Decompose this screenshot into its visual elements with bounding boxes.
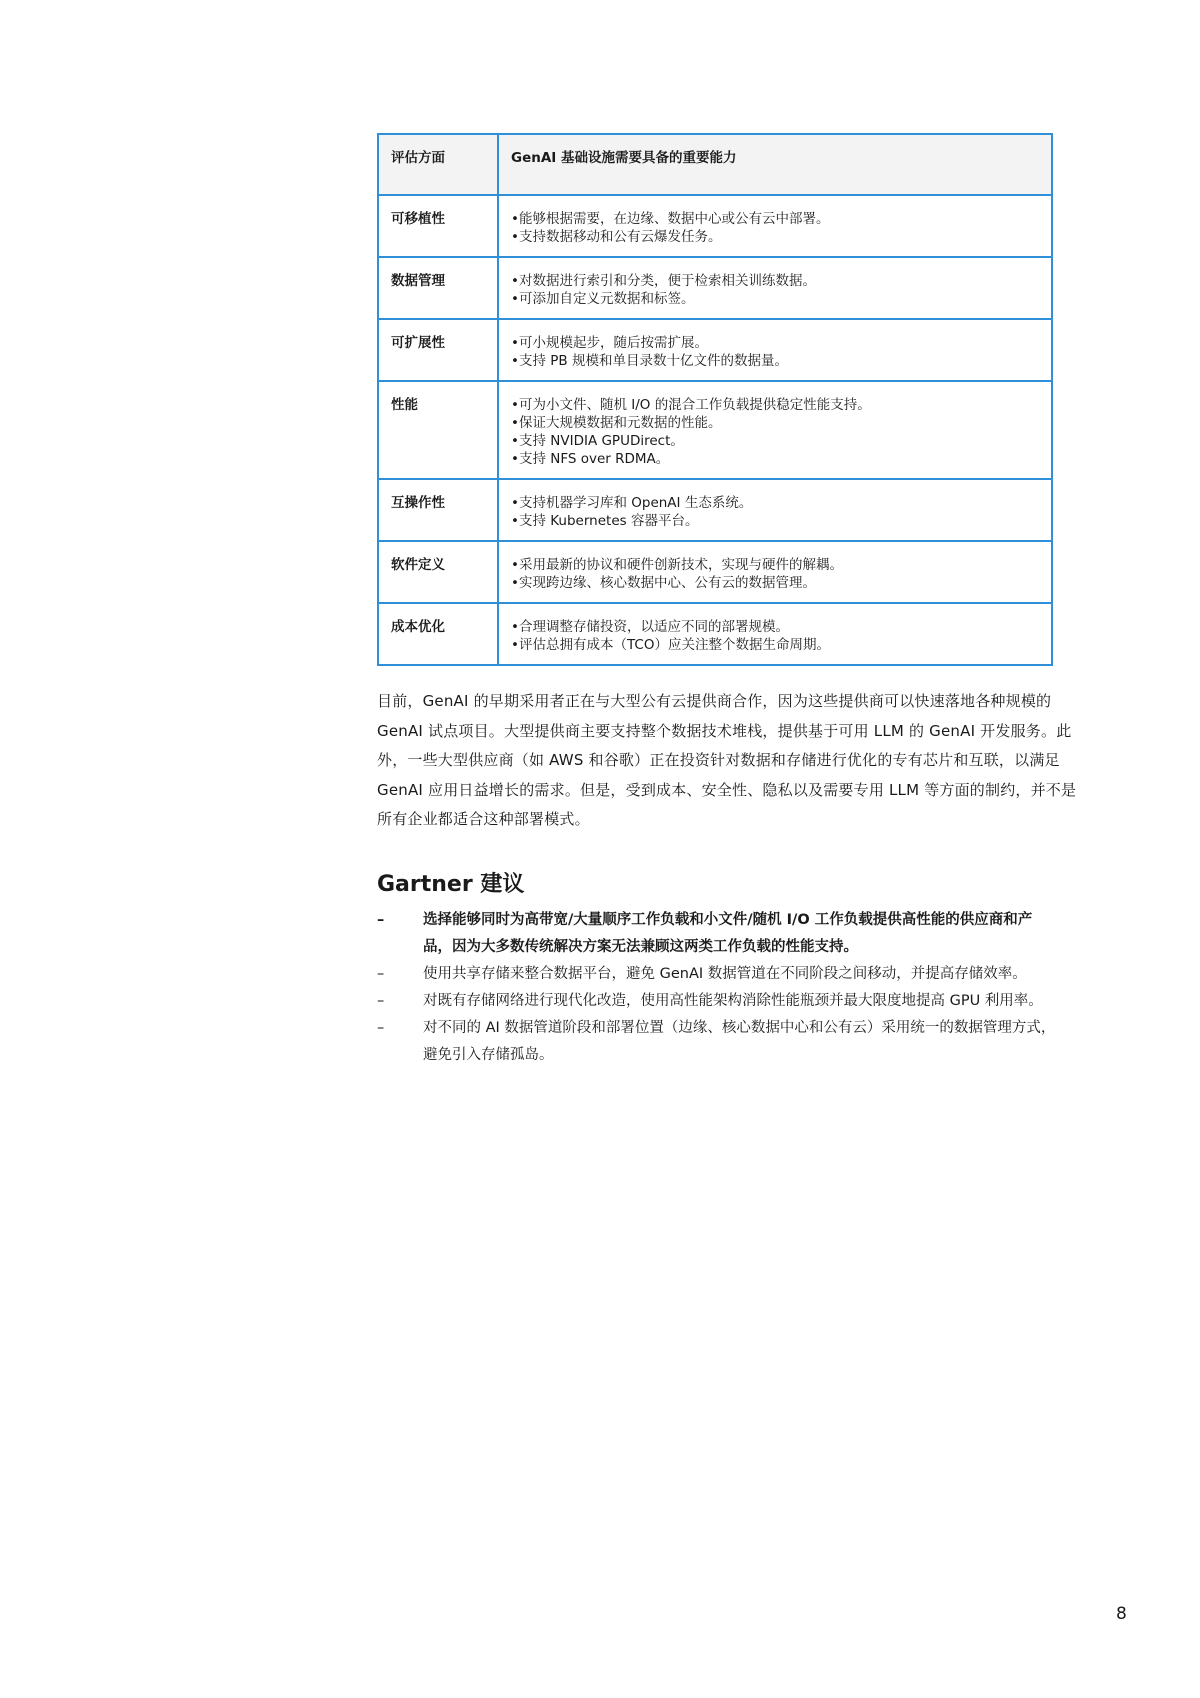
capability-line: •支持 NFS over RDMA。 <box>511 451 670 467</box>
capability-line: •对数据进行索引和分类，便于检索相关训练数据。 <box>511 273 816 289</box>
capabilities-table <box>377 133 1053 666</box>
aspect-cell: 可移植性 <box>378 195 498 257</box>
list-item-line: 对既有存储网络进行现代化改造，使用高性能架构消除性能瓶颈并最大限度地提高 GPU 利用率。 <box>423 993 1043 1009</box>
capability-line: •支持机器学习库和 OpenAI 生态系统。 <box>511 495 753 511</box>
dash-bullet: – <box>377 912 385 928</box>
page-number: 8 <box>1116 1604 1127 1624</box>
table-row <box>378 381 1052 479</box>
dash-bullet: – <box>377 993 385 1009</box>
list-item-line: 品，因为大多数传统解决方案无法兼顾这两类工作负载的性能支持。 <box>423 939 858 955</box>
capability-cell <box>498 603 1052 665</box>
recommendations-list <box>377 907 1122 1069</box>
table-row <box>378 479 1052 541</box>
paragraph-line: GenAI 试点项目。大型提供商主要支持整个数据技术堆栈，提供基于可用 LLM 的 GenAI 开发服务。此 <box>377 721 1072 740</box>
list-item <box>377 907 1122 961</box>
list-item-line: 避免引入存储孤岛。 <box>423 1047 554 1063</box>
aspect-cell: 互操作性 <box>378 479 498 541</box>
capability-cell <box>498 319 1052 381</box>
list-item <box>377 961 1122 988</box>
table-row <box>378 319 1052 381</box>
paragraph-line: 所有企业都适合这种部署模式。 <box>377 810 590 828</box>
header-aspect: 评估方面 <box>378 134 498 195</box>
header-capability: GenAI 基础设施需要具备的重要能力 <box>498 134 1052 195</box>
capability-line: •支持 Kubernetes 容器平台。 <box>511 513 699 529</box>
list-item <box>377 988 1122 1015</box>
aspect-cell: 数据管理 <box>378 257 498 319</box>
capability-line: •可添加自定义元数据和标签。 <box>511 291 695 307</box>
capability-line: •可为小文件、随机 I/O 的混合工作负载提供稳定性能支持。 <box>511 397 871 413</box>
list-item <box>377 1015 1122 1069</box>
capability-line: •能够根据需要，在边缘、数据中心或公有云中部署。 <box>511 211 830 227</box>
capability-cell <box>498 541 1052 603</box>
capability-line: •评估总拥有成本（TCO）应关注整个数据生命周期。 <box>511 637 830 653</box>
list-item-line: 选择能够同时为高带宽/大量顺序工作负载和小文件/随机 I/O 工作负载提供高性能的供应商和产 <box>423 912 1033 928</box>
capability-line: •实现跨边缘、核心数据中心、公有云的数据管理。 <box>511 575 816 591</box>
capability-line: •保证大规模数据和元数据的性能。 <box>511 415 722 431</box>
paragraph-line: GenAI 应用日益增长的需求。但是，受到成本、安全性、隐私以及需要专用 LLM 等方面的制约，并不是 <box>377 780 1077 799</box>
aspect-cell: 可扩展性 <box>378 319 498 381</box>
capability-line: •支持 PB 规模和单目录数十亿文件的数据量。 <box>511 353 788 369</box>
capability-line: •支持 NVIDIA GPUDirect。 <box>511 433 684 449</box>
capability-cell <box>498 257 1052 319</box>
list-item-line: 使用共享存储来整合数据平台，避免 GenAI 数据管道在不同阶段之间移动，并提高存储效率。 <box>423 966 1027 982</box>
dash-bullet: – <box>377 966 385 982</box>
list-item-line: 对不同的 AI 数据管道阶段和部署位置（边缘、核心数据中心和公有云）采用统一的数据管理方式， <box>423 1020 1056 1036</box>
table-header-row <box>378 134 1052 195</box>
capability-line: •采用最新的协议和硬件创新技术，实现与硬件的解耦。 <box>511 557 843 573</box>
aspect-cell: 成本优化 <box>378 603 498 665</box>
capability-cell <box>498 381 1052 479</box>
capability-cell <box>498 479 1052 541</box>
recommendations-heading: Gartner 建议 <box>377 872 525 897</box>
capability-line: •可小规模起步，随后按需扩展。 <box>511 335 708 351</box>
aspect-cell: 软件定义 <box>378 541 498 603</box>
body-paragraph <box>377 687 1122 835</box>
table-row <box>378 541 1052 603</box>
capability-cell <box>498 195 1052 257</box>
table-row <box>378 257 1052 319</box>
table-row <box>378 603 1052 665</box>
aspect-cell: 性能 <box>378 381 498 479</box>
table-row <box>378 195 1052 257</box>
paragraph-line: 目前，GenAI 的早期采用者正在与大型公有云提供商合作，因为这些提供商可以快速落地各种规模的 <box>377 692 1052 710</box>
dash-bullet: – <box>377 1020 385 1036</box>
capability-line: •合理调整存储投资，以适应不同的部署规模。 <box>511 619 789 635</box>
capability-line: •支持数据移动和公有云爆发任务。 <box>511 229 722 245</box>
paragraph-line: 外，一些大型供应商（如 AWS 和谷歌）正在投资针对数据和存储进行优化的专有芯片和互联，以满足 <box>377 751 1060 769</box>
